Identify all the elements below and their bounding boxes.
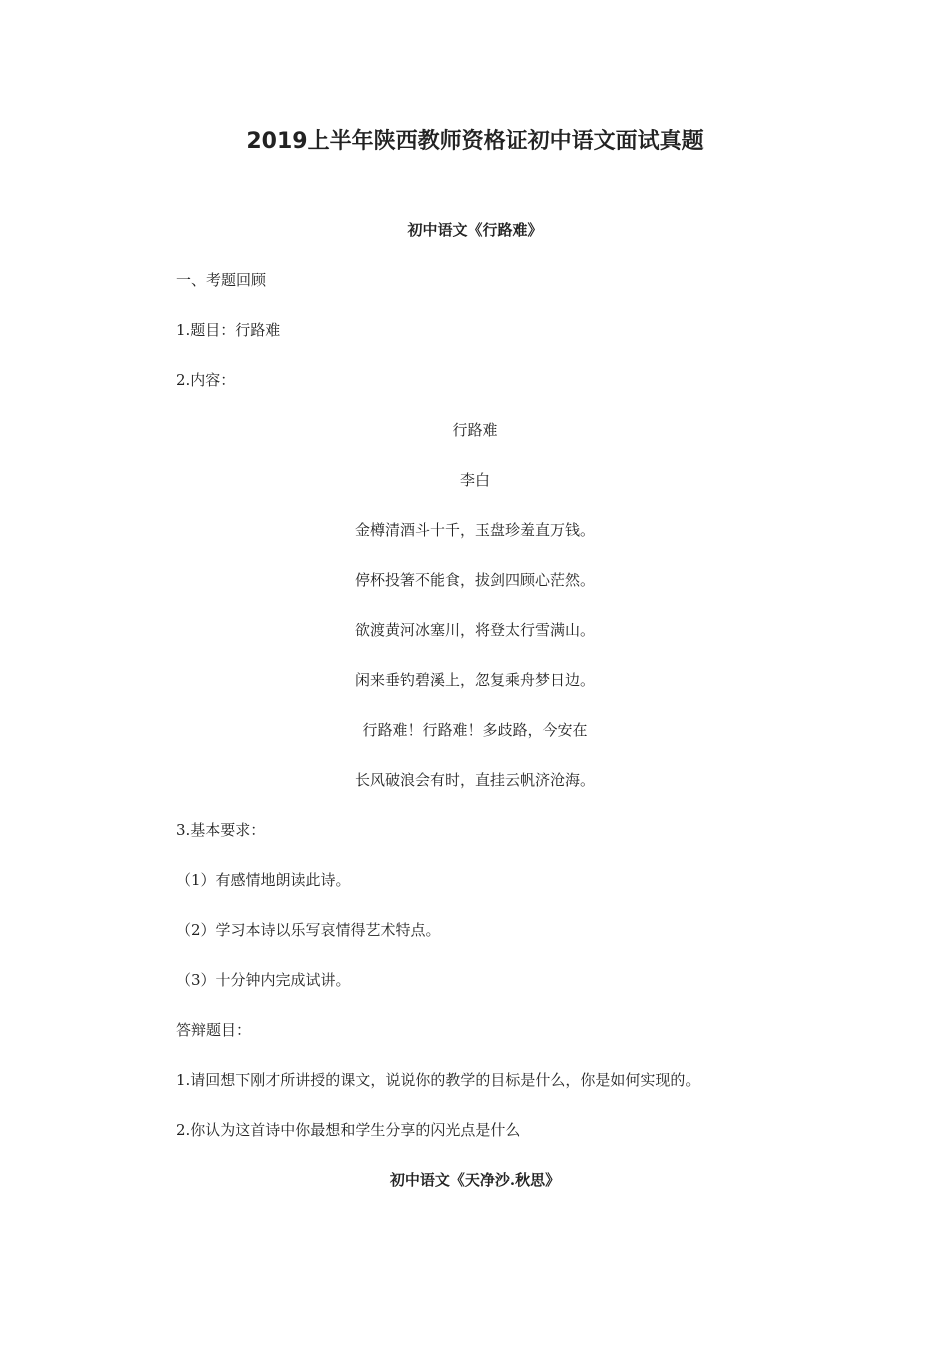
topic-line: 1.题目：行路难 — [176, 321, 281, 339]
poem-line: 停杯投箸不能食，拔剑四顾心茫然。 — [354, 571, 595, 589]
section-heading-2: 初中语文《天净沙.秋思》 — [389, 1171, 561, 1189]
poem-title: 行路难 — [452, 421, 498, 439]
requirement-item: （3）十分钟内完成试讲。 — [176, 971, 351, 989]
requirement-item: （1）有感情地朗读此诗。 — [176, 871, 351, 889]
poem-line: 行路难！行路难！多歧路，今安在 — [362, 721, 588, 739]
poem-author: 李白 — [459, 471, 490, 489]
section-heading: 初中语文《行路难》 — [407, 221, 543, 239]
defense-question: 2.你认为这首诗中你最想和学生分享的闪光点是什么 — [176, 1121, 521, 1139]
poem-line: 金樽清酒斗十千，玉盘珍羞直万钱。 — [354, 521, 595, 539]
poem-line: 长风破浪会有时，直挂云帆济沧海。 — [354, 771, 595, 789]
requirement-item: （2）学习本诗以乐写哀情得艺术特点。 — [176, 921, 441, 939]
review-heading: 一、考题回顾 — [176, 271, 267, 289]
requirements-label: 3.基本要求： — [176, 821, 266, 839]
poem-line: 闲来垂钓碧溪上，忽复乘舟梦日边。 — [354, 671, 595, 689]
defense-label: 答辩题目： — [176, 1021, 252, 1039]
defense-question: 1.请回想下刚才所讲授的课文，说说你的教学的目标是什么，你是如何实现的。 — [176, 1071, 701, 1089]
poem-line: 欲渡黄河冰塞川，将登太行雪满山。 — [354, 621, 595, 639]
document-title: 2019上半年陕西教师资格证初中语文面试真题 — [246, 129, 704, 154]
content-label: 2.内容： — [176, 371, 236, 389]
